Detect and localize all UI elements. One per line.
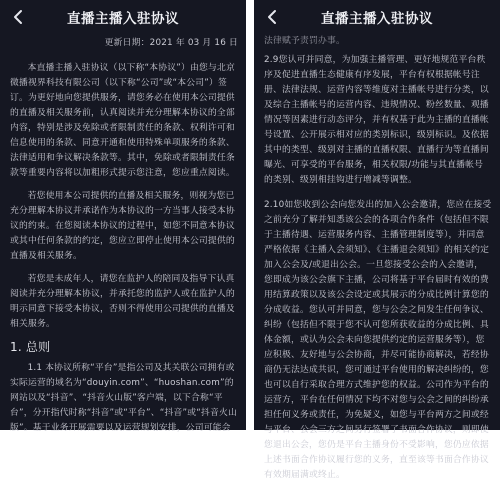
right-screen [254,0,500,480]
page-title: 直播主播入驻协议 [321,11,433,27]
partial-text: 法律赋予责罚办事。 [264,36,345,46]
divider [246,0,254,430]
back-arrow-icon[interactable] [10,8,28,26]
section-heading: 1. 总则 [10,340,51,354]
paragraph-3: 若您是未成年人，请您在监护人的陪同及指导下认真阅读并充分理解本协议，并承托您的监护人或在监护人的明示同意下接受本协议，否则不得使用公司提供的直播及相关服务。 [10,274,235,329]
back-arrow-icon[interactable] [264,8,282,26]
paragraph-1: 本直播主播入驻协议（以下称“本协议”）由您与北京微播视界科技有限公司（以下称“公司”或“本公司”）签订。为更好地向您提供服务，请您务必在使用本公司提供的直播及相关服务前，认真阅读并充分理解本协议的全部内容，特别是涉及免除或者限制责任的条款、权利许可和信息使用的条款、同意开通和使用特殊单项服务的条款、法律适用和争议解决条款等。其中，免除或者限制责任条款等重要内容将以加粗形式提示您注意，您应重点阅读。 [10,63,236,178]
right-header [254,0,500,34]
clause-2-10: 2.10如您收到公会向您发出的加入公会邀请，您应在接受之前充分了解并知悉该公会的各项合作条件（包括但不限于主播待遇、运营服务内容、主播管理制度等），并同意严格依据《主播入会须知》、《主播退会须知》的相关约定加入公会及/或退出公会。一旦您接受公会的入会邀请，您即成为该公会旗下主播，公司将基于平台届时有效的费用结算政策以及该公会设定或其展示的分成比例计算您的分成收益。您认可并同意，您与公会之间发生任何争议、纠纷（包括但不限于您不认可您所获收益的分成比例、具体金额，或认为公会未向您提供约定的运营服务等），您应积极、友好地与公会协商，并尽可能协商解决，若经协商仍无法达成共识，您可通过平台使用的解决纠纷的，您也可以自行采取合理方式维护您的权益。公司作为平台的运营方，平台在任何情况下均不对您与公会之间的纠纷承担任何义务或责任，为免疑义，如您与平台两方之间或经与平台、公会三方之间另行签署了书面合作协议，则即使您退出公会，您仍是平台主播身份不受影响，您仍应依据上述书面合作协议履行您的义务，直至该等书面合作协议有效期届满或终止。 [264,200,492,480]
agreement-body [264,34,492,493]
page-title: 直播主播入驻协议 [67,11,179,27]
agreement-body [10,36,238,444]
left-header [0,0,246,34]
clause-2-9: 2.9您认可并同意，为加强主播管理、更好地规范平台秩序及促进直播生态健康有序发展，平台有权根据帐号注册、法律法规、运营内容等维度对主播帐号进行分类，以及综合主播帐号的运营内容、违规情况、粉丝数量、观播情况等因素进行动态评分，并有权基于此为主播的直播帐号设置、公开展示相对应的类别标识，级别标识。及依据其中的类型、级别对主播的直播权限、直播行为等直播间曝光、可享受的平台服务，相关权限/功能与其直播帐号的类别、级别相挂钩进行增减等调整。 [264,55,489,185]
section-paragraph: 1.1 本协议所称“平台”是指公司及其关联公司拥有或实际运营的域名为“douyin.com”、“huoshan.com”的网站以及“抖音”、“抖音火山版”客户端，以下合称“平台”，分开指代时称“抖音”或“平台”、“抖音”或“抖音火山版”。基于业务开展需要以及运营规划安排，公司可能会 [10,363,237,433]
left-screen [0,0,246,433]
update-date: 更新日期：2021 年 03 月 16 日 [104,38,238,48]
paragraph-2: 若您使用本公司提供的直播及相关服务，则视为您已充分理解本协议并承诺作为本协议的一方当事人接受本协议的约束。在您阅读本协议的过程中，如您不同意本协议或其中任何条款的约定，您应立即停止使用本公司提供的直播及相关服务。 [10,191,235,261]
